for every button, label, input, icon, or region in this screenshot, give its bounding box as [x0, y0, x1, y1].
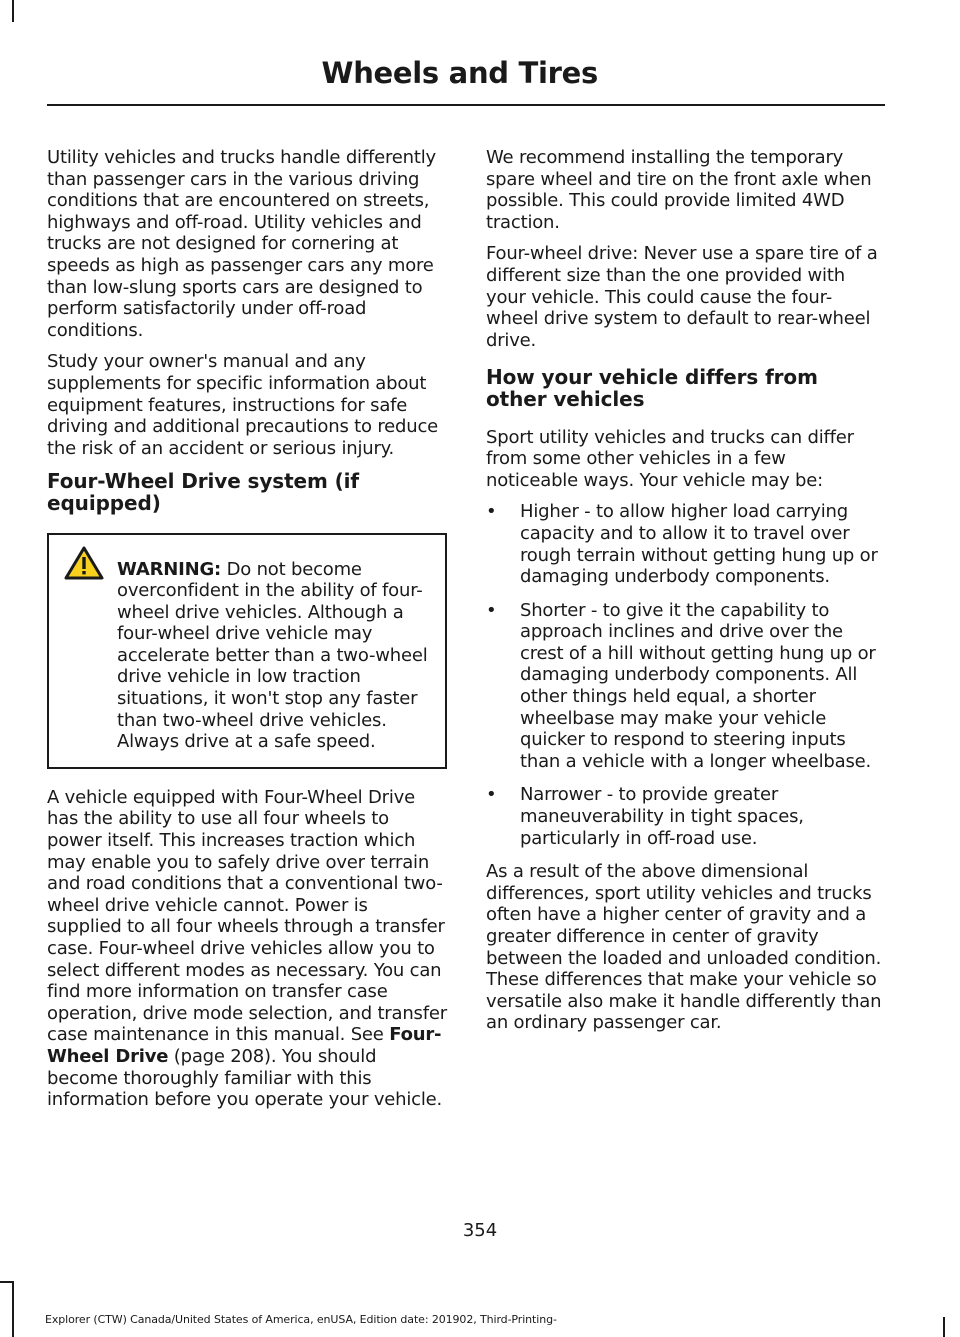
paragraph: Utility vehicles and trucks handle differently than passenger cars in the various driving conditions that are encountered on streets, highways and off-road. Utility vehicles and trucks are not designed for cornering at speeds as high as passenger cars any more than low-slung sports cars are designed to perform satisfactorily under off-road conditions. [47, 147, 436, 341]
crop-mark [12, 0, 14, 22]
list-item [486, 600, 882, 773]
header-divider [47, 104, 885, 106]
warning-triangle-icon [64, 546, 104, 580]
footer-edition-info: Explorer (CTW) Canada/United States of America, enUSA, Edition date: 201902, Third-Printing- [45, 1313, 557, 1326]
paragraph: Study your owner's manual and any supplements for specific information about equipment features, instructions for safe driving and additional precautions to reduce the risk of an accident or serious injury. [47, 351, 439, 459]
warning-box [47, 533, 447, 769]
list-item-text: Narrower - to provide greater maneuverability in tight spaces, particularly in off-road use. [520, 784, 804, 849]
left-column [47, 147, 447, 1121]
bullet-icon: • [486, 501, 497, 523]
paragraph: Four-wheel drive: Never use a spare tire of a different size than the one provided with your vehicle. This could cause the four-wheel drive system to default to rear-wheel drive. [486, 243, 878, 351]
list-item-text: Shorter - to give it the capability to approach inclines and drive over the crest of a hill without getting hung up or damaging underbody components. All other things held equal, a shorter wheelbase may make your vehicle quicker to respond to steering inputs than a vehicle with a longer wheelbase. [520, 599, 876, 772]
page-number: 354 [462, 1220, 498, 1241]
right-column [486, 147, 882, 1044]
bullet-icon: • [486, 784, 497, 806]
crop-mark [0, 1281, 14, 1283]
paragraph: Sport utility vehicles and trucks can differ from some other vehicles in a few noticeable ways. Your vehicle may be: [486, 426, 854, 491]
warning-text [57, 559, 437, 753]
paragraph: We recommend installing the temporary spare wheel and tire on the front axle when possible. This could provide limited 4WD traction. [486, 147, 872, 233]
bullet-list [486, 501, 882, 849]
list-item [486, 501, 882, 587]
page-title: Wheels and Tires [321, 56, 598, 90]
paragraph [47, 787, 447, 1111]
paragraph: As a result of the above dimensional differences, sport utility vehicles and trucks often have a higher center of gravity and a greater difference in center of gravity between the loaded and unloaded condition. These differences that make your vehicle so versatile also make it handle differently than an ordinary passenger car. [486, 861, 882, 1034]
warning-body: Do not become overconfident in the ability of four-wheel drive vehicles. Although a four-wheel drive vehicle may accelerate better than a two-wheel drive vehicle in low traction situations, it won't stop any faster than two-wheel drive vehicles. Always drive at a safe speed. [117, 558, 428, 753]
list-item-text: Higher - to allow higher load carrying capacity and to allow it to travel over rough terrain without getting hung up or damaging underbody components. [520, 501, 878, 588]
paragraph-text: (page 208). You should become thoroughly familiar with this information before you operate your vehicle. [47, 1045, 443, 1111]
cross-reference-link[interactable]: Four-Wheel Drive [47, 1024, 442, 1067]
section-heading: How your vehicle differs from other vehicles [486, 365, 818, 411]
paragraph-text: A vehicle equipped with Four-Wheel Drive has the ability to use all four wheels to power itself. This increases traction which may enable you to safely drive over terrain and road conditions that a conventional two-wheel drive vehicle cannot. Power is supplied to all four wheels through a transfer case. Four-wheel drive vehicles allow you to select different modes as necessary. You can find more information on transfer case operation, drive mode selection, and transfer case maintenance in this manual. See [47, 786, 447, 1046]
bullet-icon: • [486, 599, 497, 621]
section-heading: Four-Wheel Drive system (if equipped) [47, 469, 359, 515]
crop-mark [943, 1317, 945, 1337]
warning-label: WARNING: [117, 558, 222, 580]
crop-mark [12, 1281, 14, 1337]
list-item [486, 784, 882, 849]
